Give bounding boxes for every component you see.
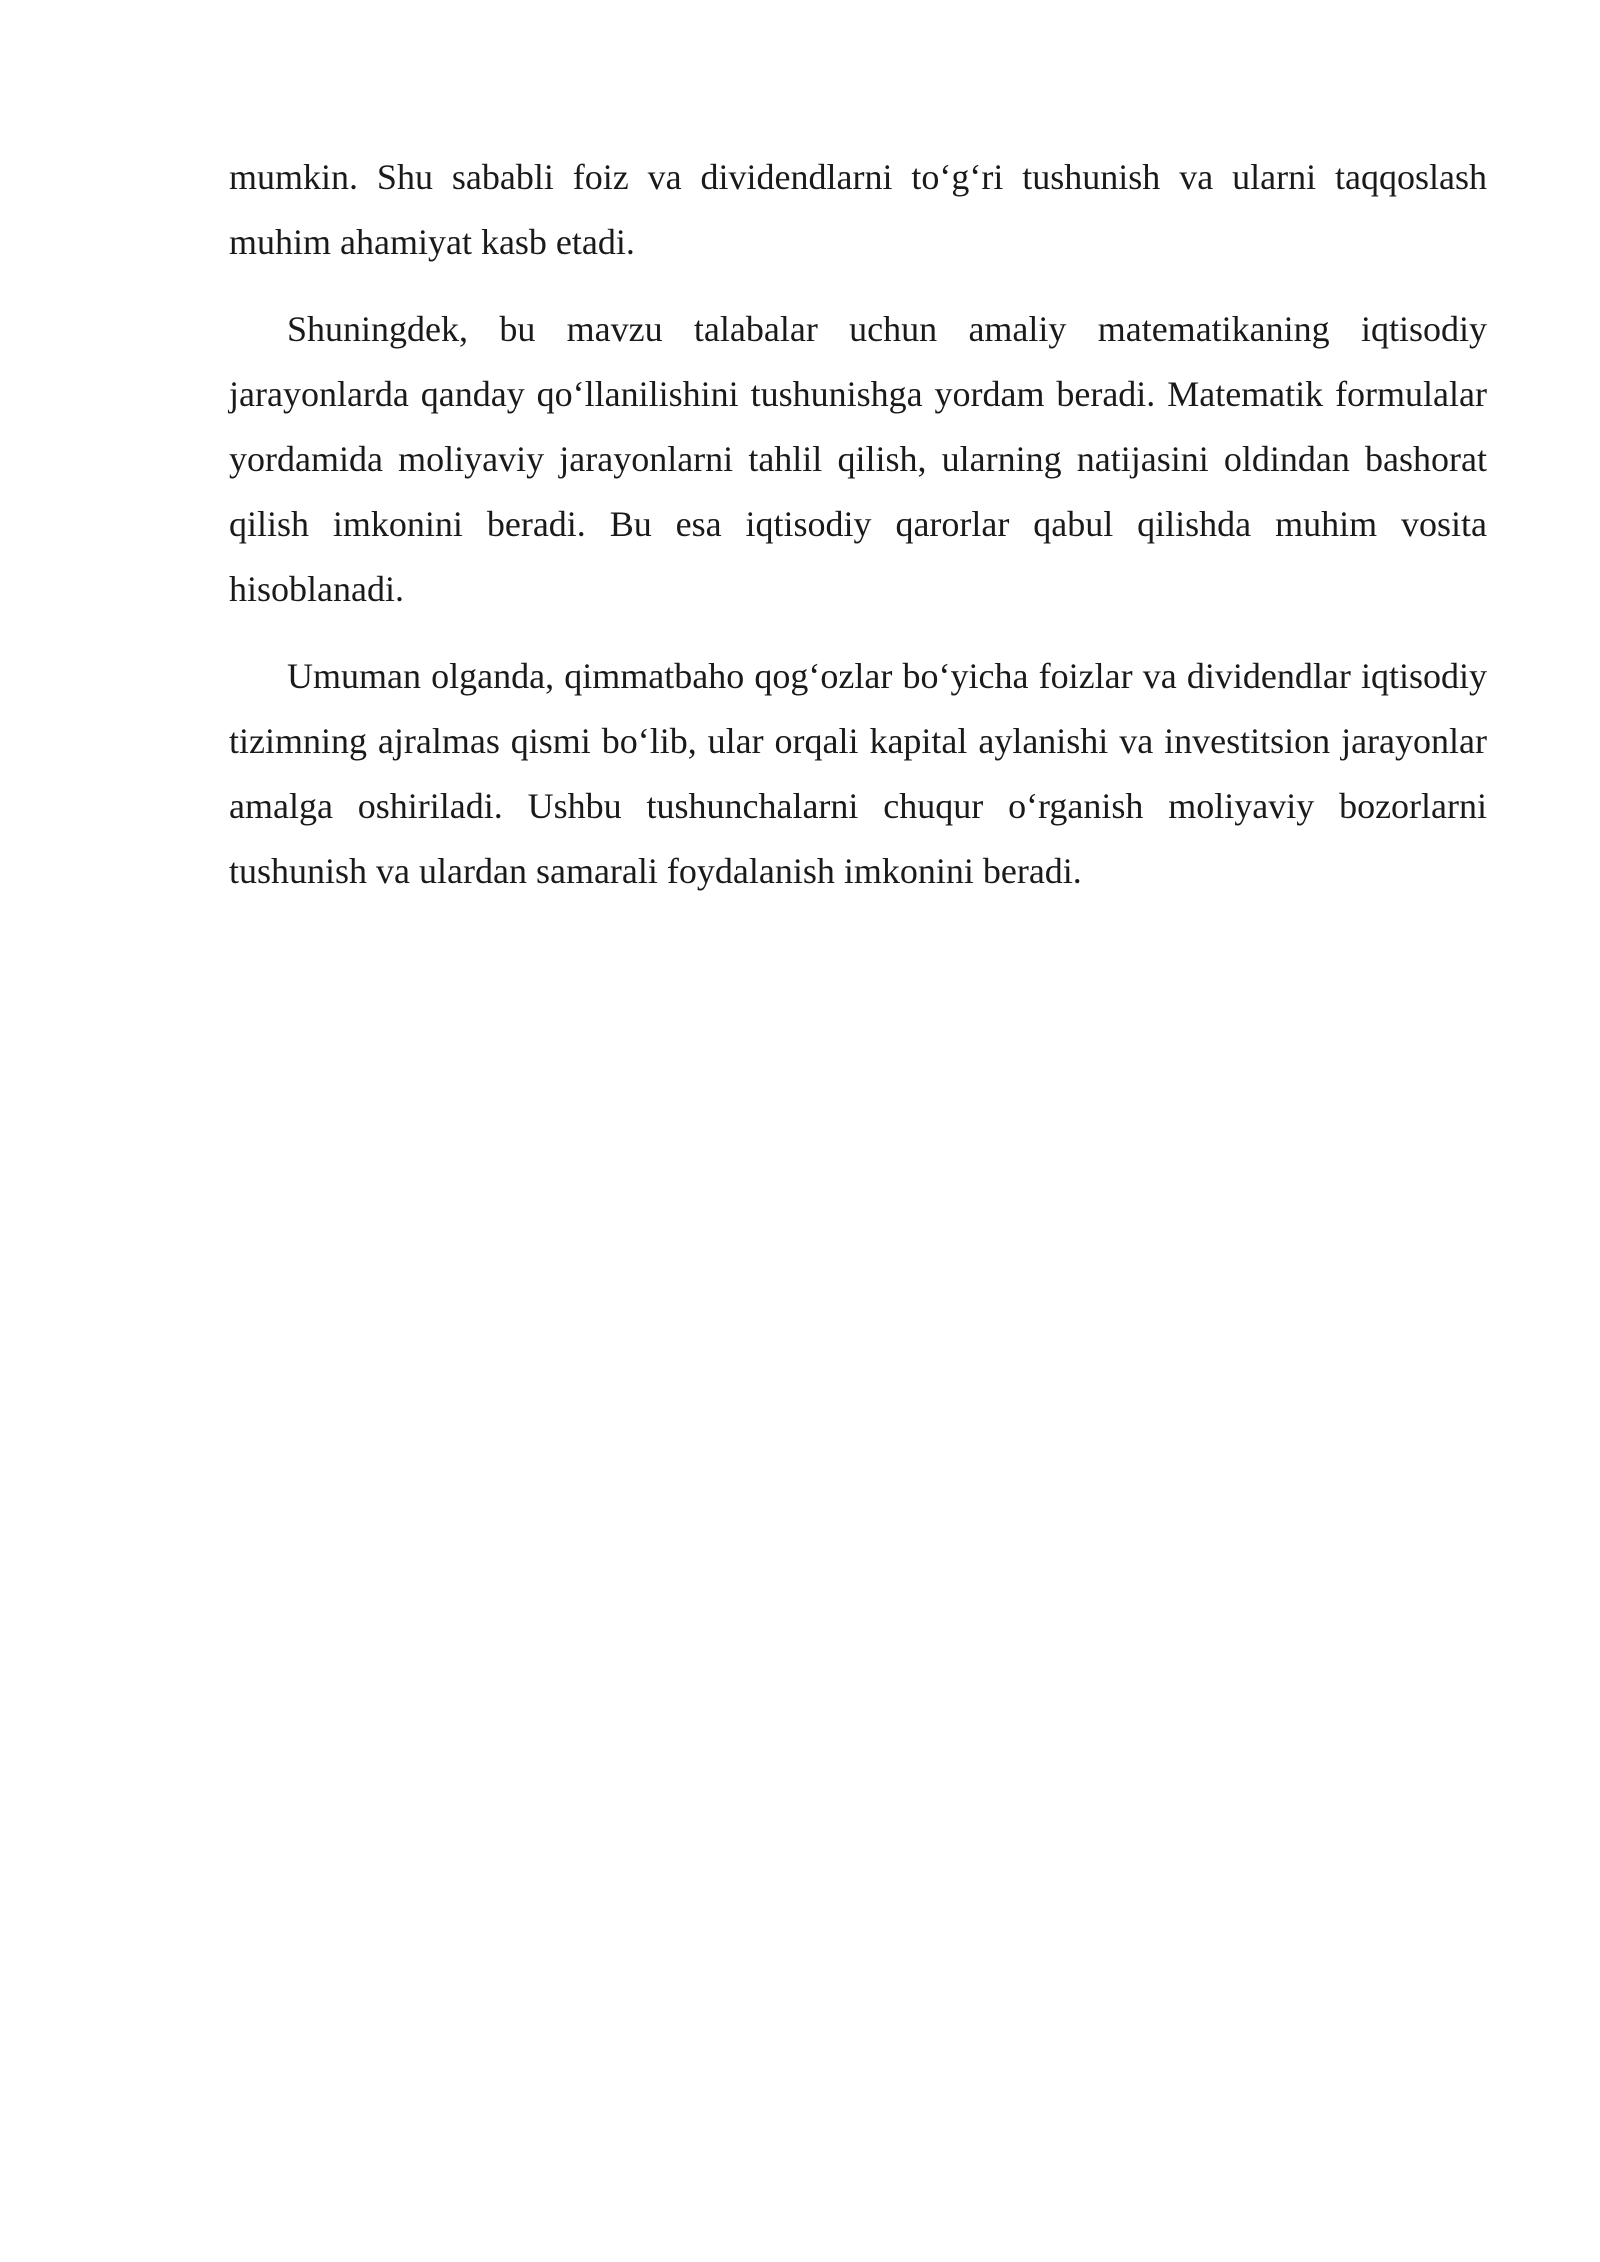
paragraph-3: Umuman olganda, qimmatbaho qog‘ozlar bo‘yicha foizlar va dividendlar iqtisodiy tizimning ajralmas qismi bo‘lib, ular orqali kapital aylanishi va investitsion jarayonlar amalga oshiriladi. Ushbu tushunchalarni chuqur o‘rganish moliyaviy bozorlarni tushunish va ulardan samarali foydalanish imkonini beradi. xyxy=(229,656,1487,891)
document-body xyxy=(229,145,1487,926)
paragraph-1: mumkin. Shu sababli foiz va dividendlarni to‘g‘ri tushunish va ularni taqqoslash muhim ahamiyat kasb etadi. xyxy=(229,157,1487,262)
paragraph-2: Shuningdek, bu mavzu talabalar uchun amaliy matematikaning iqtisodiy jarayonlarda qanday qo‘llanilishini tushunishga yordam beradi. Matematik formulalar yordamida moliyaviy jarayonlarni tahlil qilish, ularning natijasini oldindan bashorat qilish imkonini beradi. Bu esa iqtisodiy qarorlar qabul qilishda muhim vosita hisoblanadi. xyxy=(229,309,1487,609)
